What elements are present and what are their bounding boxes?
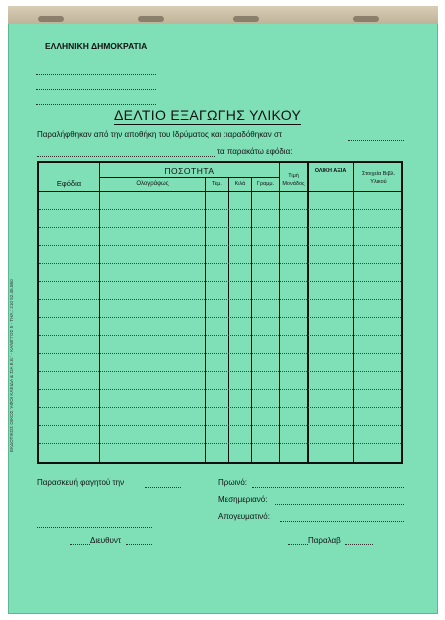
recipient-field[interactable] xyxy=(348,140,404,141)
table-row[interactable] xyxy=(39,263,401,264)
col-supplies: Εφόδια xyxy=(56,179,82,188)
evening-field[interactable] xyxy=(280,521,404,522)
receiver-label: Παραλαβ xyxy=(308,536,341,545)
table-row[interactable] xyxy=(39,317,401,318)
form-title: ΔΕΛΤΙΟ ΕΞΑΓΩΓΗΣ ΥΛΙΚΟΥ xyxy=(114,107,302,123)
col-quantity-group: ΠΟΣΟΤΗΤΑ xyxy=(164,166,215,176)
table-row[interactable] xyxy=(39,281,401,282)
noon-label: Μεσημεριανό: xyxy=(218,495,268,504)
table-row[interactable] xyxy=(39,299,401,300)
meal-prep-label: Παρασκευή φαγητού την xyxy=(37,478,125,487)
table-row[interactable] xyxy=(39,425,401,426)
binding-hole xyxy=(138,16,164,22)
extra-line-field[interactable] xyxy=(37,527,152,528)
table-row[interactable] xyxy=(39,227,401,228)
col-grams: Γραμμ. xyxy=(256,181,275,187)
supplies-table xyxy=(37,161,403,464)
morning-label: Πρωινό: xyxy=(218,478,248,487)
receiver-field-prefix[interactable] xyxy=(288,544,308,545)
binding-strip xyxy=(8,6,438,24)
meal-prep-date-field[interactable] xyxy=(145,487,181,488)
table-row[interactable] xyxy=(39,389,401,390)
table-row[interactable] xyxy=(39,443,401,444)
binding-hole xyxy=(38,16,64,22)
intro-line-2: τα παρακάτω εφόδια: xyxy=(217,147,293,156)
table-row[interactable] xyxy=(39,407,401,408)
recipient-field-2[interactable] xyxy=(37,156,215,157)
intro-line-1: Παραλήφθηκαν από την αποθήκη του Ιδρύματος και :ιαραδόθηκαν στ xyxy=(37,130,283,139)
table-row[interactable] xyxy=(39,353,401,354)
dotted-line xyxy=(36,89,156,90)
director-field-prefix[interactable] xyxy=(70,544,90,545)
col-unit-price: Τιμή Μονάδος xyxy=(282,173,305,187)
publisher-note: ΕΚΔΟΤΙΚΟΣ ΟΙΚΟΣ 'ΑΦΟΙ ΚΛΕΙΔΑ & ΣΙΑ Ε.Ε.' - ΚΑΝΙΓΓΟΣ 5 - ΤΗΛ.: 210 52.45.860 xyxy=(9,279,14,452)
table-row[interactable] xyxy=(39,335,401,336)
dotted-line xyxy=(36,104,156,105)
table-row[interactable] xyxy=(39,245,401,246)
noon-field[interactable] xyxy=(275,504,404,505)
director-field[interactable] xyxy=(126,544,152,545)
col-in-words: Ολογράφως xyxy=(136,181,169,187)
director-label: Διευθυντ xyxy=(90,536,122,545)
binding-hole xyxy=(233,16,259,22)
col-ledger: Στοιχεία Βιβλ. Υλικού xyxy=(361,171,396,185)
morning-field[interactable] xyxy=(252,487,404,488)
republic-label: ΕΛΛΗΝΙΚΗ ΔΗΜΟΚΡΑΤΙΑ xyxy=(45,41,148,51)
col-total-value: ΟΛΙΚΗ ΑΞΙΑ xyxy=(314,168,347,174)
table-row[interactable] xyxy=(39,209,401,210)
dotted-line xyxy=(36,74,156,75)
evening-label: Απογευματινό: xyxy=(218,512,270,521)
receiver-field[interactable] xyxy=(345,544,373,545)
col-pieces: Τεμ. xyxy=(212,181,222,187)
table-row[interactable] xyxy=(39,371,401,372)
binding-hole xyxy=(353,16,379,22)
col-kilos: Κιλά xyxy=(234,181,246,187)
